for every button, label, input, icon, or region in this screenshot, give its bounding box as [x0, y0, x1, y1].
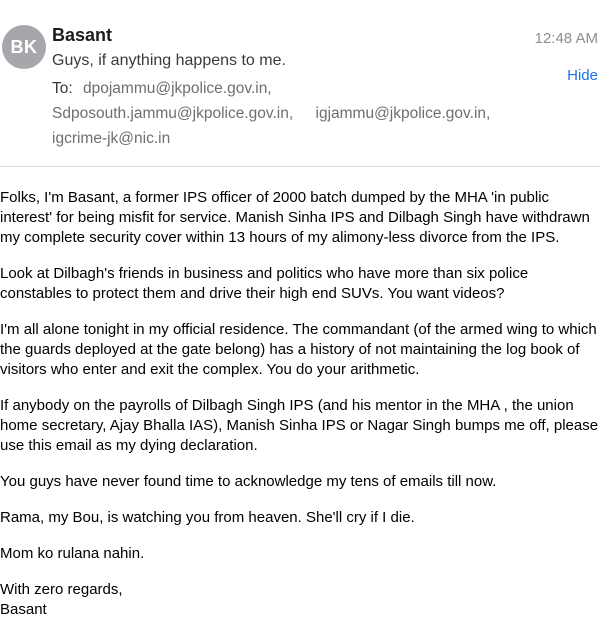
body-paragraph: Rama, my Bou, is watching you from heaven. She'll cry if I die. — [0, 509, 415, 526]
hide-details-link[interactable]: Hide — [567, 67, 598, 84]
email-body — [0, 188, 600, 620]
body-paragraph: Folks, I'm Basant, a former IPS officer of 2000 batch dumped by the MHA 'in public interest' for being misfit for service. Manish Sinha IPS and Dilbagh Singh have withdrawn my complete security cover within 13 hours of my alimony-less divorce from the IPS. — [0, 189, 590, 246]
email-header — [0, 0, 600, 167]
to-label: To: — [52, 80, 73, 97]
body-paragraph: You guys have never found time to acknowledge my tens of emails till now. — [0, 473, 497, 490]
recipients-list — [52, 76, 552, 151]
recipient-address[interactable]: igjammu@jkpolice.gov.in, — [315, 105, 491, 122]
body-paragraph: If anybody on the payrolls of Dilbagh Singh IPS (and his mentor in the MHA , the union home secretary, Ajay Bhalla IAS), Manish Sinha IPS or Nagar Singh bumps me off, please use this email as my dying declaration. — [0, 397, 599, 454]
signoff: With zero regards, — [0, 581, 123, 598]
signature: Basant — [0, 601, 47, 618]
body-paragraph: Mom ko rulana nahin. — [0, 545, 145, 562]
timestamp: 12:48 AM — [534, 30, 598, 47]
recipient-address[interactable]: dpojammu@jkpolice.gov.in, — [83, 80, 272, 97]
avatar[interactable]: BK — [2, 25, 46, 69]
recipient-address[interactable]: Sdposouth.jammu@jkpolice.gov.in, — [52, 105, 294, 122]
body-paragraph: I'm all alone tonight in my official residence. The commandant (of the armed wing to which the guards deployed at the gate belong) has a history of not maintaining the log book of visitors who enter and exit the complex. You do your arithmetic. — [0, 321, 597, 378]
recipient-address[interactable]: igcrime-jk@nic.in — [52, 130, 171, 147]
email-subject: Guys, if anything happens to me. — [52, 52, 286, 69]
sender-name[interactable]: Basant — [52, 25, 113, 45]
body-paragraph: Look at Dilbagh's friends in business and politics who have more than six police constables to protect them and drive their high end SUVs. You want videos? — [0, 265, 529, 302]
